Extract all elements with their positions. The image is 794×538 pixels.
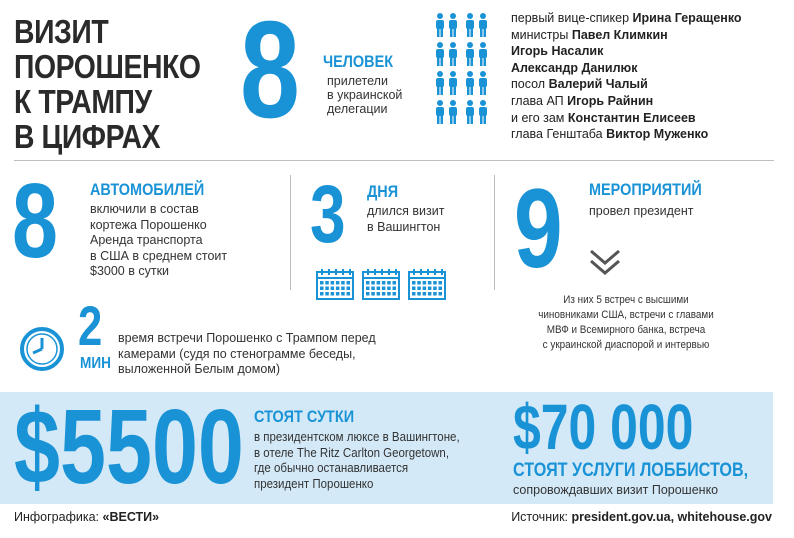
person-icon <box>434 41 449 65</box>
delegation-label: ЧЕЛОВЕК <box>323 52 394 71</box>
source-value: president.gov.ua, whitehouse.gov <box>571 510 772 524</box>
credit-value: «ВЕСТИ» <box>102 510 160 524</box>
delegation-member: глава АП Игорь Райнин <box>511 93 654 108</box>
cars-line: кортежа Порошенко <box>90 217 207 232</box>
delegation-member: Игорь Насалик <box>511 44 604 59</box>
delegation-number: 8 <box>240 0 300 147</box>
delegation-list <box>511 10 742 143</box>
title-line: В ЦИФРАХ <box>14 118 161 155</box>
events-detail-line: Из них 5 встреч с высшими <box>563 294 689 306</box>
divider <box>290 175 291 290</box>
person-icon <box>464 41 479 65</box>
cars-label: АВТОМОБИЛЕЙ <box>90 180 205 199</box>
days-line: длился визит <box>367 204 445 218</box>
calendar-icon <box>408 268 446 300</box>
hotel-amount: $5500 <box>14 388 244 506</box>
events-detail-line: МВФ и Всемирного банка, встреча <box>546 324 706 336</box>
credit-label: Инфографика: <box>14 510 103 524</box>
chevron-down-icon <box>588 248 622 278</box>
delegation-member: Александр Данилюк <box>511 60 638 75</box>
person-icon <box>434 70 449 94</box>
person-icon <box>434 12 449 36</box>
delegation-member: и его зам Константин Елисеев <box>511 110 696 125</box>
events-detail-line: с украинской диаспорой и интервью <box>542 339 710 351</box>
delegation-sub <box>327 74 427 116</box>
minutes-line: выложенной Белым домом) <box>118 362 281 376</box>
title-line: ПОРОШЕНКО <box>14 48 201 85</box>
credit <box>14 510 159 524</box>
minutes-line: камерами (судя по стенограмме беседы, <box>118 346 356 361</box>
minutes-number: 2 <box>78 294 103 357</box>
hotel-line: президент Порошенко <box>254 476 374 491</box>
days-text <box>367 204 444 235</box>
delegation-member: посол Валерий Чалый <box>511 77 648 92</box>
source <box>511 510 772 524</box>
hotel-text <box>254 430 460 492</box>
events-detail-line: чиновниками США, встречи с главами <box>538 309 714 321</box>
source-label: Источник: <box>511 510 572 524</box>
calendar-icon <box>362 268 400 300</box>
lobby-sub: сопровождавших визит Порошенко <box>513 483 719 497</box>
minutes-text <box>118 331 376 378</box>
delegation-member: глава Генштаба Виктор Муженко <box>511 127 709 142</box>
calendar-icon <box>316 268 354 300</box>
hotel-line: в президентском люксе в Вашингтоне, <box>254 430 460 444</box>
people-icons <box>434 12 496 132</box>
cars-line: $3000 в сутки <box>90 264 170 278</box>
events-details <box>518 293 734 353</box>
title-line: К ТРАМПУ <box>14 83 152 120</box>
minutes-line: время встречи Порошенко с Трампом перед <box>118 331 376 345</box>
events-sub: провел президент <box>589 204 694 218</box>
events-number: 9 <box>514 166 563 291</box>
days-label: ДНЯ <box>367 182 399 201</box>
days-line: в Вашингтон <box>367 219 441 234</box>
hotel-line: где обычно останавливается <box>254 461 409 475</box>
title-line: ВИЗИТ <box>14 13 109 50</box>
delegation-member: министры Павел Климкин <box>511 27 668 42</box>
calendar-icons <box>316 268 456 300</box>
cars-text <box>90 202 280 280</box>
cars-number: 8 <box>12 162 58 280</box>
cars-line: включили в состав <box>90 202 199 216</box>
hotel-label: СТОЯТ СУТКИ <box>254 407 355 426</box>
person-icon <box>464 12 479 36</box>
cars-line: в США в среднем стоит <box>90 248 228 263</box>
clock-icon <box>18 325 66 373</box>
lobby-label: СТОЯТ УСЛУГИ ЛОББИСТОВ, <box>513 460 749 481</box>
minutes-unit: МИН <box>80 355 111 372</box>
divider <box>494 175 495 290</box>
person-icon <box>434 99 449 123</box>
hotel-line: в отеле The Ritz Carlton Georgetown, <box>254 445 450 460</box>
days-number: 3 <box>310 169 346 260</box>
divider <box>14 160 774 161</box>
delegation-sub-line: делегации <box>327 102 388 116</box>
delegation-member: первый вице-спикер Ирина Геращенко <box>511 11 742 25</box>
person-icon <box>464 99 479 123</box>
delegation-sub-line: прилетели <box>327 74 388 88</box>
lobby-amount: $70 000 <box>513 391 694 463</box>
page-title <box>14 14 212 154</box>
events-label: МЕРОПРИЯТИЙ <box>589 180 702 199</box>
cars-line: Аренда транспорта <box>90 233 203 247</box>
delegation-sub-line: в украинской <box>327 88 403 102</box>
person-icon <box>464 70 479 94</box>
